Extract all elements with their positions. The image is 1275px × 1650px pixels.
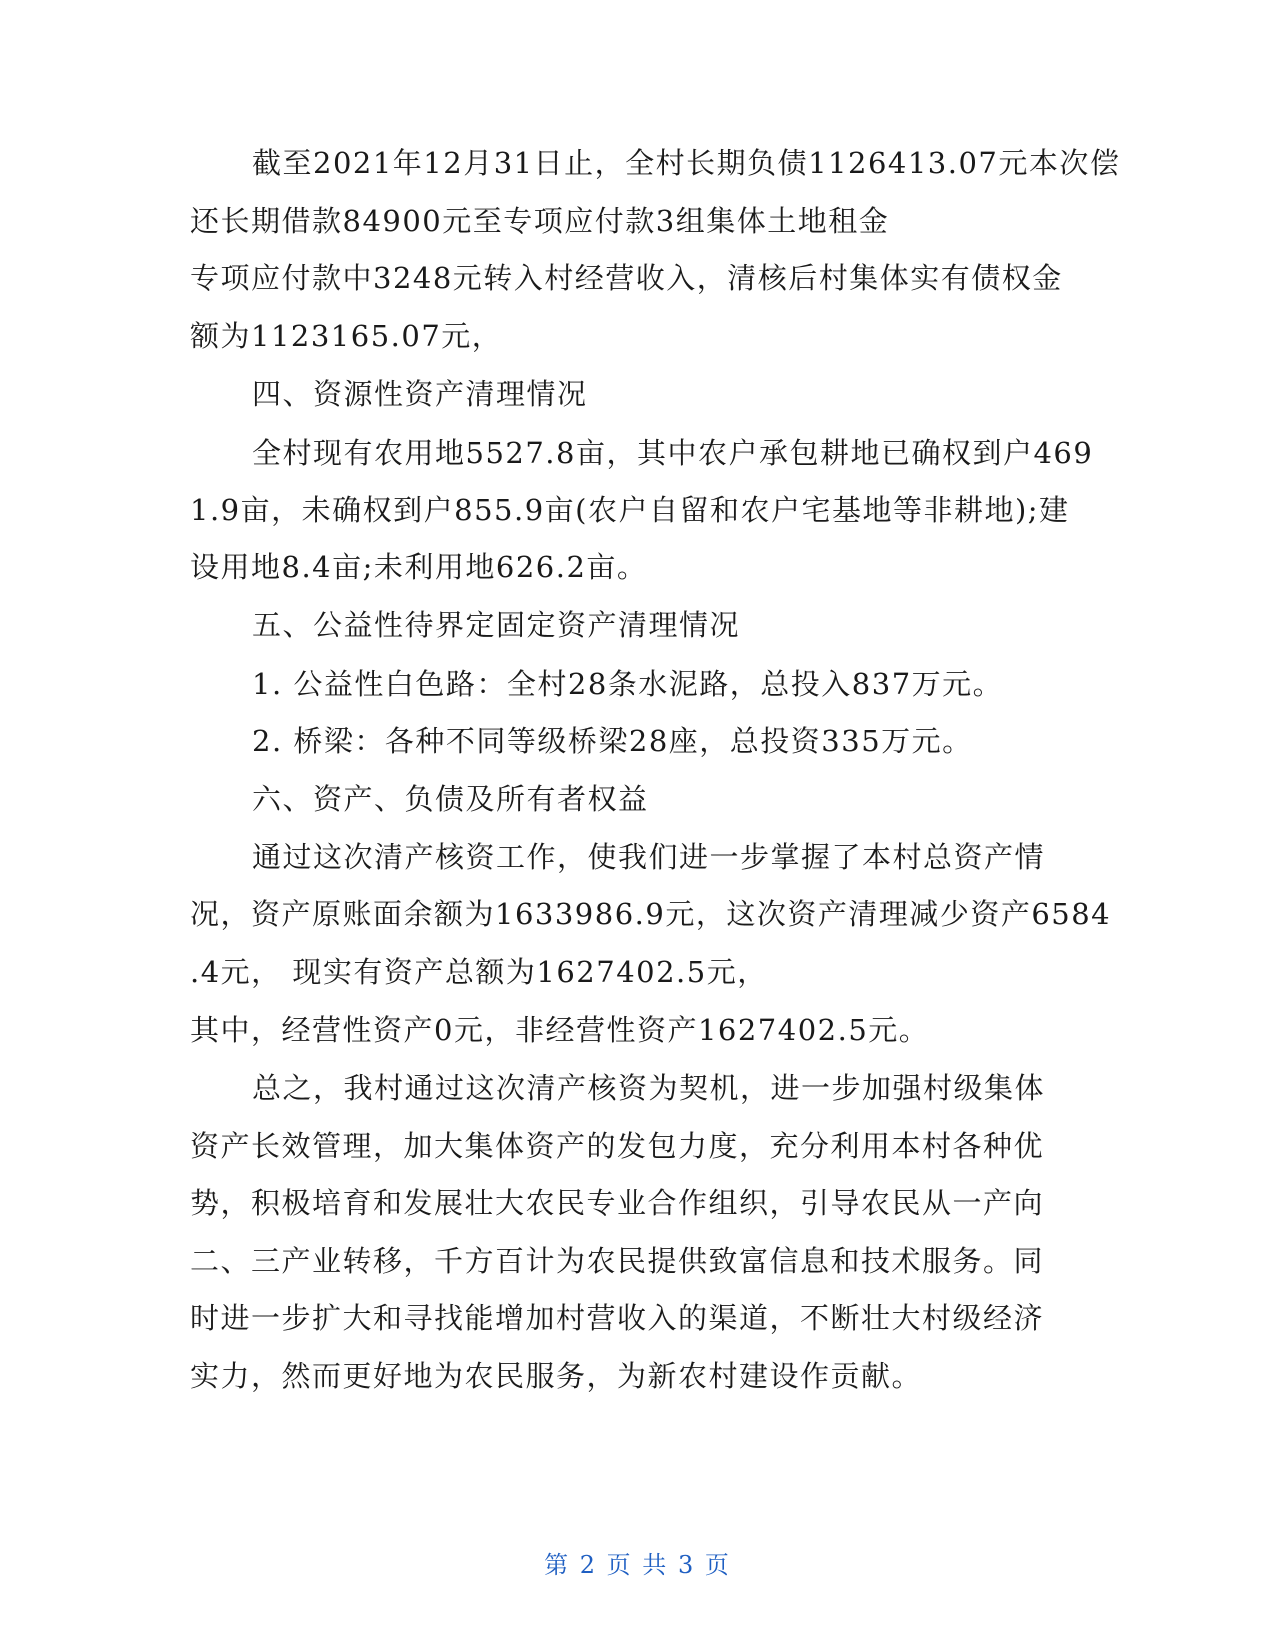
paragraph-line: 设用地8.4亩;未利用地626.2亩。 — [190, 550, 648, 584]
paragraph-line: 专项应付款中3248元转入村经营收入，清核后村集体实有债权金 — [190, 261, 1063, 295]
paragraph-line: 势，积极培育和发展壮大农民专业合作组织，引导农民从一产向 — [190, 1186, 1045, 1220]
paragraph-line: 额为1123165.07元， — [190, 319, 503, 353]
section-heading: 四、资源性资产清理情况 — [252, 377, 588, 411]
paragraph-line: .4元， 现实有资产总额为1627402.5元， — [190, 955, 768, 989]
paragraph-line: 截至2021年12月31日止，全村长期负债1126413.07元本次偿 — [252, 146, 1121, 180]
paragraph-line: 资产长效管理，加大集体资产的发包力度，充分利用本村各种优 — [190, 1129, 1045, 1163]
paragraph-line: 总之，我村通过这次清产核资为契机，进一步加强村级集体 — [252, 1071, 1046, 1105]
page-footer — [0, 1545, 1275, 1580]
paragraph-line: 况，资产原账面余额为1633986.9元，这次资产清理减少资产6584 — [190, 897, 1112, 931]
list-item: 1. 公益性白色路：全村28条水泥路，总投入837万元。 — [252, 667, 1004, 701]
section-heading: 六、资产、负债及所有者权益 — [252, 782, 649, 816]
paragraph-line: 实力，然而更好地为农民服务，为新农村建设作贡献。 — [190, 1359, 923, 1393]
paragraph-line: 二、三产业转移，千方百计为农民提供致富信息和技术服务。同 — [190, 1244, 1045, 1278]
paragraph-line: 1.9亩，未确权到户855.9亩(农户自留和农户宅基地等非耕地);建 — [190, 493, 1070, 527]
paragraph-line: 时进一步扩大和寻找能增加村营收入的渠道，不断壮大村级经济 — [190, 1301, 1045, 1335]
paragraph-line: 全村现有农用地5527.8亩，其中农户承包耕地已确权到户469 — [252, 436, 1094, 470]
paragraph-line: 还长期借款84900元至专项应付款3组集体土地租金 — [190, 204, 890, 238]
paragraph-line: 其中，经营性资产0元，非经营性资产1627402.5元。 — [190, 1013, 930, 1047]
list-item: 2. 桥梁：各种不同等级桥梁28座，总投资335万元。 — [252, 724, 973, 758]
section-heading: 五、公益性待界定固定资产清理情况 — [252, 608, 741, 642]
paragraph-line: 通过这次清产核资工作，使我们进一步掌握了本村总资产情 — [252, 840, 1046, 874]
page-number-label: 第 2 页 共 3 页 — [544, 1551, 731, 1579]
